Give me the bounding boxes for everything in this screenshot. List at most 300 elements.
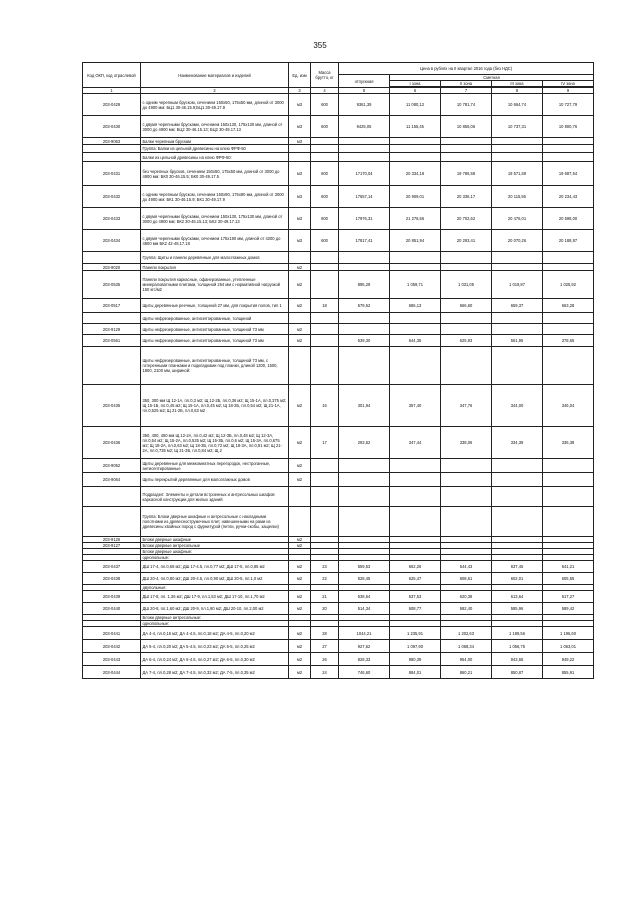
cell-price: 20 336,17 [441, 186, 492, 208]
cell-mass: 26 [311, 653, 339, 666]
cell-price: 21 276,56 [390, 208, 441, 230]
cell-name: Щиты деревянные для межкомнатных перегородок, нестроганные, антисептированные [141, 459, 289, 473]
table-row [83, 385, 594, 427]
cell-unit: м2 [289, 573, 311, 585]
cell-price: 20 234,43 [543, 186, 594, 208]
cell-price: 954,00 [441, 653, 492, 666]
header-mass: Масса брутто, кг [311, 63, 339, 88]
table-row [83, 427, 594, 459]
cell-code: 203-0431 [83, 162, 141, 186]
cell-price [339, 264, 390, 271]
cell-price: 659,37 [492, 299, 543, 313]
cell-name: Панели покрытия [141, 264, 289, 271]
table-row [83, 299, 594, 313]
cell-price: 346,04 [543, 385, 594, 427]
cell-price: 686,13 [390, 299, 441, 313]
cell-name: Балки из цельной древесины на клею ФРФ-50: [141, 153, 289, 162]
cell-mass: 600 [311, 186, 339, 208]
cell-price: 1 235,91 [390, 627, 441, 640]
header-zone: III зона [492, 81, 543, 87]
cell-name: Щиты нефрезерованные, антисептированные, толщиной [141, 313, 289, 324]
table-row [83, 627, 594, 640]
cell-name: Подраздел: Элементы и детали встроенных и антресольных шкафов каркасной конструкции для жилых зданий [141, 487, 289, 507]
cell-unit [289, 145, 311, 153]
cell-price [339, 153, 390, 162]
cell-price: 602,01 [492, 573, 543, 585]
header-unit: Ед. изм [289, 63, 311, 88]
cell-price: 895,29 [339, 271, 390, 299]
cell-name: 350, 300 мм Щ 12-1А, пл.0,3 м2; Щ 12-2Б, пл.0,36 м2; Щ 15-1А, пл.0,375 м2; Щ 15-1Б, пл.0,45 м2; Щ 15-1А, пл.0,45 м2; Щ 18-2Б, пл.0,54 м2; Щ 21-1А, пл.0,525 м2; Щ 21-2Б, пл.0,63 м2 [141, 385, 289, 427]
cell-name: ДШ 17-4, пл.0,68 м2; ДШ 17-4.5, пл.0,77 м2; ДШ 17-5, пл.0,85 м2 [141, 561, 289, 573]
cell-price: 17976,31 [339, 208, 390, 230]
cell-code: 203-0433 [83, 208, 141, 230]
cell-price: 1 059,71 [390, 271, 441, 299]
cell-unit [289, 153, 311, 162]
cell-price: 11 155,45 [390, 116, 441, 138]
cell-price: 20 851,94 [390, 230, 441, 252]
cell-price: 860,21 [441, 666, 492, 679]
cell-price: 538,64 [339, 591, 390, 603]
cell-mass [311, 473, 339, 487]
cell-price: 20 334,18 [390, 162, 441, 186]
cell-price: 19 571,59 [492, 162, 543, 186]
cell-price [339, 324, 390, 335]
cell-price [339, 473, 390, 487]
cell-mass [311, 324, 339, 335]
cell-price: 617,27 [543, 591, 594, 603]
cell-code: 203-0517 [83, 299, 141, 313]
cell-mass: 18 [311, 299, 339, 313]
column-number: 7 [441, 88, 492, 94]
cell-price [543, 459, 594, 473]
cell-name: Балки черепным брускам [141, 138, 289, 145]
table-row [83, 138, 594, 145]
cell-mass: 24 [311, 666, 339, 679]
cell-price: 20 598,00 [543, 208, 594, 230]
cell-price: 334,39 [492, 427, 543, 459]
cell-price: 10 800,76 [543, 116, 594, 138]
cell-price [543, 347, 594, 385]
cell-price: 1 056,75 [492, 640, 543, 653]
cell-price: 17817,41 [339, 230, 390, 252]
cell-mass [311, 507, 339, 537]
cell-price [390, 459, 441, 473]
cell-price: 9425,05 [339, 116, 390, 138]
table-row [83, 603, 594, 615]
cell-code [83, 252, 141, 264]
cell-price [339, 252, 390, 264]
column-number: 5 [339, 88, 390, 94]
cell-price [441, 487, 492, 507]
cell-unit: м2 [289, 324, 311, 335]
cell-price: 20 476,01 [492, 208, 543, 230]
cell-price [390, 138, 441, 145]
cell-price [492, 487, 543, 507]
header-price-title: Цена в рублях на II квартал 2016 года (без НДС) [339, 63, 594, 75]
table-row [83, 347, 594, 385]
cell-unit: м2 [289, 537, 311, 543]
cell-price [339, 347, 390, 385]
cell-unit: м2 [289, 271, 311, 299]
cell-name: Щиты нефрезерованные, антисептированные, толщиной 73 мм [141, 324, 289, 335]
cell-unit [289, 347, 311, 385]
cell-price [543, 138, 594, 145]
cell-code: 203-9063 [83, 138, 141, 145]
cell-price: 20 909,01 [390, 186, 441, 208]
table-row [83, 116, 594, 138]
table-row [83, 313, 594, 324]
cell-price: 1 189,56 [492, 627, 543, 640]
cell-price: 828,33 [339, 653, 390, 666]
cell-price: 1 196,60 [543, 627, 594, 640]
cell-unit: м2 [289, 561, 311, 573]
cell-code [83, 153, 141, 162]
cell-unit: м2 [289, 666, 311, 679]
cell-code: 203-9020 [83, 264, 141, 271]
cell-code: 203-0438 [83, 573, 141, 585]
table-row [83, 487, 594, 507]
cell-code: 203-0439 [83, 591, 141, 603]
cell-price [543, 313, 594, 324]
cell-price: 10 781,74 [441, 94, 492, 116]
cell-code: 203-9064 [83, 473, 141, 487]
cell-price: 347,44 [390, 427, 441, 459]
cell-price: 637,53 [390, 591, 441, 603]
cell-price [390, 145, 441, 153]
cell-mass [311, 252, 339, 264]
cell-code: 203-0441 [83, 627, 141, 640]
cell-price [390, 153, 441, 162]
column-number: 3 [289, 88, 311, 94]
cell-name: ДА 6-4, пл.0,24 м2; ДА 6-4.5, пл.0,27 м2; ДА 6-5, пл.0,30 м2 [141, 653, 289, 666]
cell-price [390, 487, 441, 507]
cell-code: 203-0440 [83, 603, 141, 615]
cell-price: 11 080,13 [390, 94, 441, 116]
cell-code [83, 313, 141, 324]
cell-name: с одним черепным бруском, сечением 150х90, 175х90 мм, длиной от 3000 до 4900 мм: БК1 30-46.15.9; БК1 30-49.17.9 [141, 186, 289, 208]
cell-name: ДШ 20-4, пл.0,80 м2; ДШ 20-4.5, пл.0,90 м2; ДШ 20-5, пл.1,0 м2 [141, 573, 289, 585]
cell-price [390, 264, 441, 271]
cell-price [390, 313, 441, 324]
cell-name: с одним черепным бруском, сечением 150х50, 175х50 мм, длиной от 3000 до 4900 мм: БЦ1 30-46.15.9;БЦ1 30-49.17.9 [141, 94, 289, 116]
cell-price: 579,62 [339, 299, 390, 313]
cell-mass: 20 [311, 603, 339, 615]
header-zone: II зона [441, 81, 492, 87]
cell-price [441, 313, 492, 324]
cell-price [339, 459, 390, 473]
cell-unit: м3 [289, 230, 311, 252]
cell-price: 347,76 [441, 385, 492, 427]
table-row [83, 507, 594, 537]
table-row [83, 561, 594, 573]
cell-price [441, 252, 492, 264]
cell-unit [289, 252, 311, 264]
cell-name: Щиты перекрытий деревянные для малоэтажных домов [141, 473, 289, 487]
cell-price: 884,01 [390, 666, 441, 679]
cell-price: 943,65 [492, 653, 543, 666]
price-table [82, 62, 594, 679]
cell-name: без черепных брусков, сечением 150х50, 175х50 мм, длиной от 3000 до 4900 мм: БК0 30-46.15.5; БК0 30-49.17.5 [141, 162, 289, 186]
cell-name: Щиты нефрезерованные, антисептированные, толщиной 73 мм [141, 335, 289, 347]
header-estimate: Сметная [390, 75, 594, 81]
cell-price [492, 145, 543, 153]
cell-price [441, 459, 492, 473]
cell-unit: м2 [289, 473, 311, 487]
column-number: 2 [141, 88, 289, 94]
cell-name: 350, 400, 450 мм Щ 12-2А, пл.0,42 м2; Щ 12-3Б, пл.0,48 м2; Щ 12-3А, пл.0,54 м2; Щ 15-2А, пл.0,525 м2; Щ 15-3Б, пл.0,6 м2; Щ 15-3А, пл.0,675 м2; Щ 18-2А, пл.0,63 м2; Щ 18-3Б, пл.0,72 м2; Щ 18-3А, пл.0,81 м2; Щ 21-2А, пл.0,735 м2; Щ 21-3Б, пл.0,84 м2; Щ 2 [141, 427, 289, 459]
table-row [83, 252, 594, 264]
cell-price: 855,91 [543, 666, 594, 679]
cell-price: 927,62 [339, 640, 390, 653]
cell-price: 1 202,63 [441, 627, 492, 640]
column-number: 8 [492, 88, 543, 94]
cell-price [390, 507, 441, 537]
cell-mass: 22 [311, 573, 339, 585]
cell-price [339, 487, 390, 507]
cell-price: 637,45 [492, 561, 543, 573]
cell-unit: м3 [289, 162, 311, 186]
cell-code [83, 487, 141, 507]
cell-mass [311, 145, 339, 153]
cell-price [492, 313, 543, 324]
cell-price: 662,26 [390, 561, 441, 573]
cell-price [492, 347, 543, 385]
cell-unit: м2 [289, 543, 311, 549]
cell-code: 203-0434 [83, 230, 141, 252]
cell-code: 203-0430 [83, 116, 141, 138]
header-zone: IV зона [543, 81, 594, 87]
cell-price: 949,22 [543, 653, 594, 666]
table-row [83, 640, 594, 653]
cell-price: 663,28 [543, 299, 594, 313]
cell-unit: м2 [289, 459, 311, 473]
cell-code: 203-0442 [83, 640, 141, 653]
cell-price: 10 855,06 [441, 116, 492, 138]
page-number: 355 [313, 41, 327, 50]
table-row [83, 324, 594, 335]
cell-price [543, 487, 594, 507]
cell-mass [311, 313, 339, 324]
cell-price [543, 264, 594, 271]
column-number: 6 [390, 88, 441, 94]
cell-code: 203-0561 [83, 335, 141, 347]
cell-price: 344,00 [492, 385, 543, 427]
table-row [83, 186, 594, 208]
cell-unit [289, 487, 311, 507]
cell-mass: 600 [311, 230, 339, 252]
cell-price: 357,40 [390, 385, 441, 427]
cell-price: 1 019,87 [492, 271, 543, 299]
cell-price: 589,42 [543, 603, 594, 615]
cell-price [339, 507, 390, 537]
cell-mass: 600 [311, 94, 339, 116]
cell-mass [311, 335, 339, 347]
cell-price [339, 145, 390, 153]
cell-unit: м3 [289, 186, 311, 208]
table-row [83, 230, 594, 252]
cell-mass [311, 138, 339, 145]
cell-price: 625,47 [390, 573, 441, 585]
cell-price: 10 664,74 [492, 94, 543, 116]
cell-code: 203-9129 [83, 324, 141, 335]
cell-price [492, 153, 543, 162]
cell-price: 605,55 [543, 573, 594, 585]
cell-code: 203-0432 [83, 186, 141, 208]
cell-unit: м2 [289, 427, 311, 459]
cell-price [543, 507, 594, 537]
cell-price: 620,38 [441, 591, 492, 603]
cell-price [390, 252, 441, 264]
cell-price: 528,45 [339, 573, 390, 585]
cell-mass: 21 [311, 591, 339, 603]
cell-unit: м2 [289, 385, 311, 427]
cell-price [492, 138, 543, 145]
cell-code: 203-0443 [83, 653, 141, 666]
table-row [83, 591, 594, 603]
cell-price [543, 324, 594, 335]
cell-name: Блоки дверные шкафные: [141, 549, 289, 555]
cell-price: 20 188,87 [543, 230, 594, 252]
cell-name: ДА 7-4, пл.0,28 м2; ДА 7-4.5, пл.0,32 м2; ДА 7-5, пл.0,35 м2 [141, 666, 289, 679]
cell-name: Группа: Блоки дверные шкафные и антресольные с накладными полотнами из древесностружечных плит, навешенными на рами из древесины хвойных пород с фурнитурой (петли, ручки-скобы, защелки) [141, 507, 289, 537]
cell-price [543, 473, 594, 487]
cell-price: 644,43 [441, 561, 492, 573]
cell-price: 746,60 [339, 666, 390, 679]
cell-price [543, 153, 594, 162]
cell-code: 203-0435 [83, 385, 141, 427]
table-row [83, 208, 594, 230]
table-row [83, 573, 594, 585]
cell-price [390, 324, 441, 335]
cell-price: 10 727,79 [543, 94, 594, 116]
cell-price [390, 347, 441, 385]
cell-price: 1 031,05 [441, 271, 492, 299]
cell-price: 514,34 [339, 603, 390, 615]
cell-unit: м3 [289, 116, 311, 138]
cell-price: 17170,04 [339, 162, 390, 186]
cell-code: 203-0437 [83, 561, 141, 573]
table-row [83, 264, 594, 271]
cell-unit [289, 313, 311, 324]
cell-name: двупольные: [141, 585, 289, 591]
cell-price [441, 153, 492, 162]
cell-code: 203-0436 [83, 427, 141, 459]
cell-price: 585,96 [492, 603, 543, 615]
cell-price [441, 138, 492, 145]
cell-mass [311, 459, 339, 473]
cell-mass [311, 487, 339, 507]
header-zone: I зона [390, 81, 441, 87]
table-row [83, 145, 594, 153]
table-row [83, 271, 594, 299]
cell-code: 203-0429 [83, 94, 141, 116]
cell-unit: м2 [289, 603, 311, 615]
cell-price [441, 507, 492, 537]
cell-mass: 16 [311, 385, 339, 427]
table-row [83, 94, 594, 116]
cell-unit: м2 [289, 591, 311, 603]
cell-unit: м2 [289, 299, 311, 313]
table-row [83, 459, 594, 473]
cell-price: 336,38 [543, 427, 594, 459]
cell-price: 641,21 [543, 561, 594, 573]
cell-name: однопольные: [141, 621, 289, 627]
cell-price: 850,87 [492, 666, 543, 679]
cell-unit: м2 [289, 264, 311, 271]
cell-price: 20 070,26 [492, 230, 543, 252]
table-row [83, 653, 594, 666]
cell-price [492, 507, 543, 537]
cell-price: 539,30 [339, 335, 390, 347]
cell-unit: м3 [289, 138, 311, 145]
cell-unit: м3 [289, 94, 311, 116]
cell-mass: 23 [311, 561, 339, 573]
cell-name: ДА 4-4, пл.0,16 м2; ДА 4-4.5, пл.0,18 м2; ДА 4-5, пл.0,20 м2 [141, 627, 289, 640]
cell-mass [311, 271, 339, 299]
cell-mass [311, 347, 339, 385]
header-retail: отпускная [339, 75, 390, 88]
cell-price: 625,93 [441, 335, 492, 347]
cell-mass: 17 [311, 427, 339, 459]
cell-price: 20 115,56 [492, 186, 543, 208]
cell-unit: м3 [289, 208, 311, 230]
cell-price [492, 324, 543, 335]
cell-name: Группа: Балки из цельной древесины на клею ФРФ-50 [141, 145, 289, 153]
cell-price [441, 264, 492, 271]
column-number: 1 [83, 88, 141, 94]
cell-price: 613,64 [492, 591, 543, 603]
cell-code: 203-9126 [83, 537, 141, 543]
cell-price: 644,35 [390, 335, 441, 347]
cell-price [441, 347, 492, 385]
cell-name: Группа: Щиты и панели деревянные для малоэтажных домов [141, 252, 289, 264]
cell-code: 203-9052 [83, 459, 141, 473]
cell-name: Панели покрытия каркасные, офанерованные, утепленные минераловатными плитами, толщиной 264 мм с нормативной нагрузкой 150 кгс/м2 [141, 271, 289, 299]
table-row [83, 153, 594, 162]
cell-price: 666,60 [441, 299, 492, 313]
cell-name: Щиты нефрезерованные, антисептированные, толщиной 73 мм, с готеренными планками и подкладками под планки, длиной 1200, 1500, 1800, 2100 мм, шириной: [141, 347, 289, 385]
cell-price: 1 068,34 [441, 640, 492, 653]
table-row [83, 666, 594, 679]
cell-mass: 27 [311, 640, 339, 653]
cell-price [492, 252, 543, 264]
table-row [83, 335, 594, 347]
cell-name: с двумя черепными брусками, сечением 150х130, 175х130 мм, длиной от 3000 до 4900 мм: БК2 30-46.15.13; БК2 30-49.17.13 [141, 208, 289, 230]
cell-price [441, 145, 492, 153]
cell-unit [289, 507, 311, 537]
cell-price: 608,77 [390, 603, 441, 615]
cell-mass [311, 153, 339, 162]
cell-mass: 600 [311, 116, 339, 138]
cell-price: 1 063,01 [543, 640, 594, 653]
cell-code: 203-9127 [83, 543, 141, 549]
cell-name: Блоки дверные шкафные [141, 537, 289, 543]
cell-unit: м2 [289, 653, 311, 666]
cell-code: 203-0444 [83, 666, 141, 679]
cell-unit: м2 [289, 627, 311, 640]
column-number: 9 [543, 88, 594, 94]
cell-price: 19 786,58 [441, 162, 492, 186]
cell-name: ДШ 17-8, пл. 1,36 м2; ДШ 17-9, пл.1,53 м2; ДШ 17-10, пл.1,70 м2 [141, 591, 289, 603]
cell-name: Щиты деревянные реечные, толщиной 27 мм, для покрытия полов, тип 1 [141, 299, 289, 313]
cell-mass: 28 [311, 627, 339, 640]
cell-price: 608,61 [441, 573, 492, 585]
cell-price: 20 702,62 [441, 208, 492, 230]
cell-code [83, 507, 141, 537]
cell-price [339, 313, 390, 324]
cell-price [492, 459, 543, 473]
cell-code [83, 145, 141, 153]
